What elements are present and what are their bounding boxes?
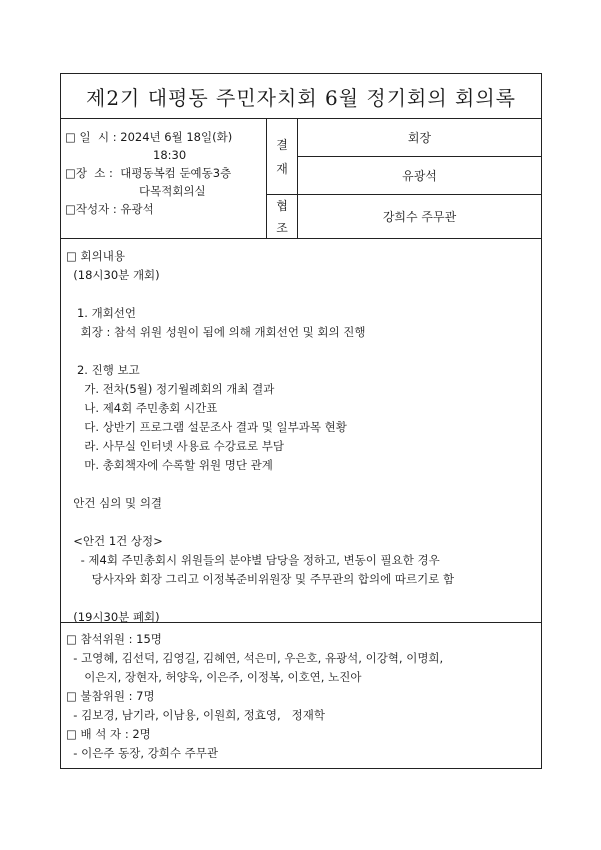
meeting-content [60, 239, 542, 623]
content-line: 회장 : 참석 위원 성원이 됨에 의해 개회선언 및 회의 진행 [66, 325, 366, 339]
attendance-line: - 고영혜, 김선덕, 김영길, 김혜연, 석은미, 우은호, 유광석, 이강혁, 이명희, [66, 651, 444, 665]
content-line: <안건 1건 상정> [66, 534, 163, 548]
document-title: 제2기 대평동 주민자치회 6월 정기회의 회의록 [60, 73, 542, 119]
content-line: 1. 개회선언 [66, 306, 137, 320]
attendance-line: □ 참석위원 : 15명 [66, 632, 162, 646]
writer-value: 유광석 [120, 202, 154, 216]
content-line: - 제4회 주민총회시 위원들의 분야별 담당을 정하고, 변동이 필요한 경우 [66, 553, 440, 567]
content-line: 2. 진행 보고 [66, 363, 140, 377]
cooperation-label [267, 195, 297, 238]
approval-label-char2: 재 [276, 161, 288, 176]
cooperation-label-char1: 협 [276, 198, 288, 213]
approval-cells [298, 119, 541, 238]
place-label: □장 소 : [65, 166, 121, 180]
approval-side-labels [266, 119, 298, 238]
content-line: 나. 제4회 주민총회 시간표 [66, 401, 218, 415]
content-line [66, 589, 541, 608]
content-line: 다. 상반기 프로그램 설문조사 결과 및 일부과목 현황 [66, 420, 347, 434]
attendance-section [60, 623, 542, 769]
meeting-info [61, 119, 266, 238]
approval-label-char1: 결 [276, 137, 288, 152]
content-line: 라. 사무실 인터넷 사용료 수강료로 부담 [66, 439, 284, 453]
date-label: □ 일 시 : [65, 130, 121, 144]
writer-label: □작성자 : [65, 202, 121, 216]
time-value: 18:30 [153, 148, 187, 162]
approval-signer: 유광석 [298, 157, 541, 195]
attendance-line: - 김보경, 남기라, 이남용, 이원희, 정효영, 정재학 [66, 708, 325, 722]
info-table [60, 119, 542, 239]
approval-role: 회장 [298, 119, 541, 157]
place-value: 대평동복컴 둔예동3층 [120, 166, 232, 180]
content-line: (18시30분 개회) [66, 268, 160, 282]
content-line: □ 회의내용 [66, 249, 125, 263]
content-line [66, 513, 541, 532]
content-line: 마. 총회책자에 수록할 위원 명단 관계 [66, 458, 273, 472]
cooperation-label-char2: 조 [276, 220, 288, 235]
minutes-document [60, 73, 542, 769]
attendance-line: □ 배 석 자 : 2명 [66, 727, 151, 741]
cooperation-signer: 강희수 주무관 [382, 210, 457, 224]
content-line: 가. 전차(5월) 정기월례회의 개최 결과 [66, 382, 275, 396]
content-line [66, 285, 541, 304]
place-value-2: 다목적회의실 [139, 184, 206, 198]
approval-label [267, 119, 297, 195]
date-row [65, 128, 266, 146]
writer-row [65, 200, 266, 218]
attendance-line: - 이은주 동장, 강희수 주무관 [66, 746, 218, 760]
date-value: 2024년 6월 18일(화) [120, 130, 233, 144]
content-line: (19시30분 폐회) [66, 610, 160, 624]
content-line: 안건 심의 및 의결 [66, 496, 163, 510]
content-line [66, 475, 541, 494]
attendance-line: □ 불참위원 : 7명 [66, 689, 155, 703]
content-line: 당사자와 회장 그리고 이정복준비위원장 및 주무관의 합의에 따르기로 함 [66, 572, 455, 586]
content-line [66, 342, 541, 361]
place-row [65, 164, 266, 182]
attendance-line: 이은지, 장현자, 허양욱, 이은주, 이정복, 이호연, 노진아 [66, 670, 362, 684]
